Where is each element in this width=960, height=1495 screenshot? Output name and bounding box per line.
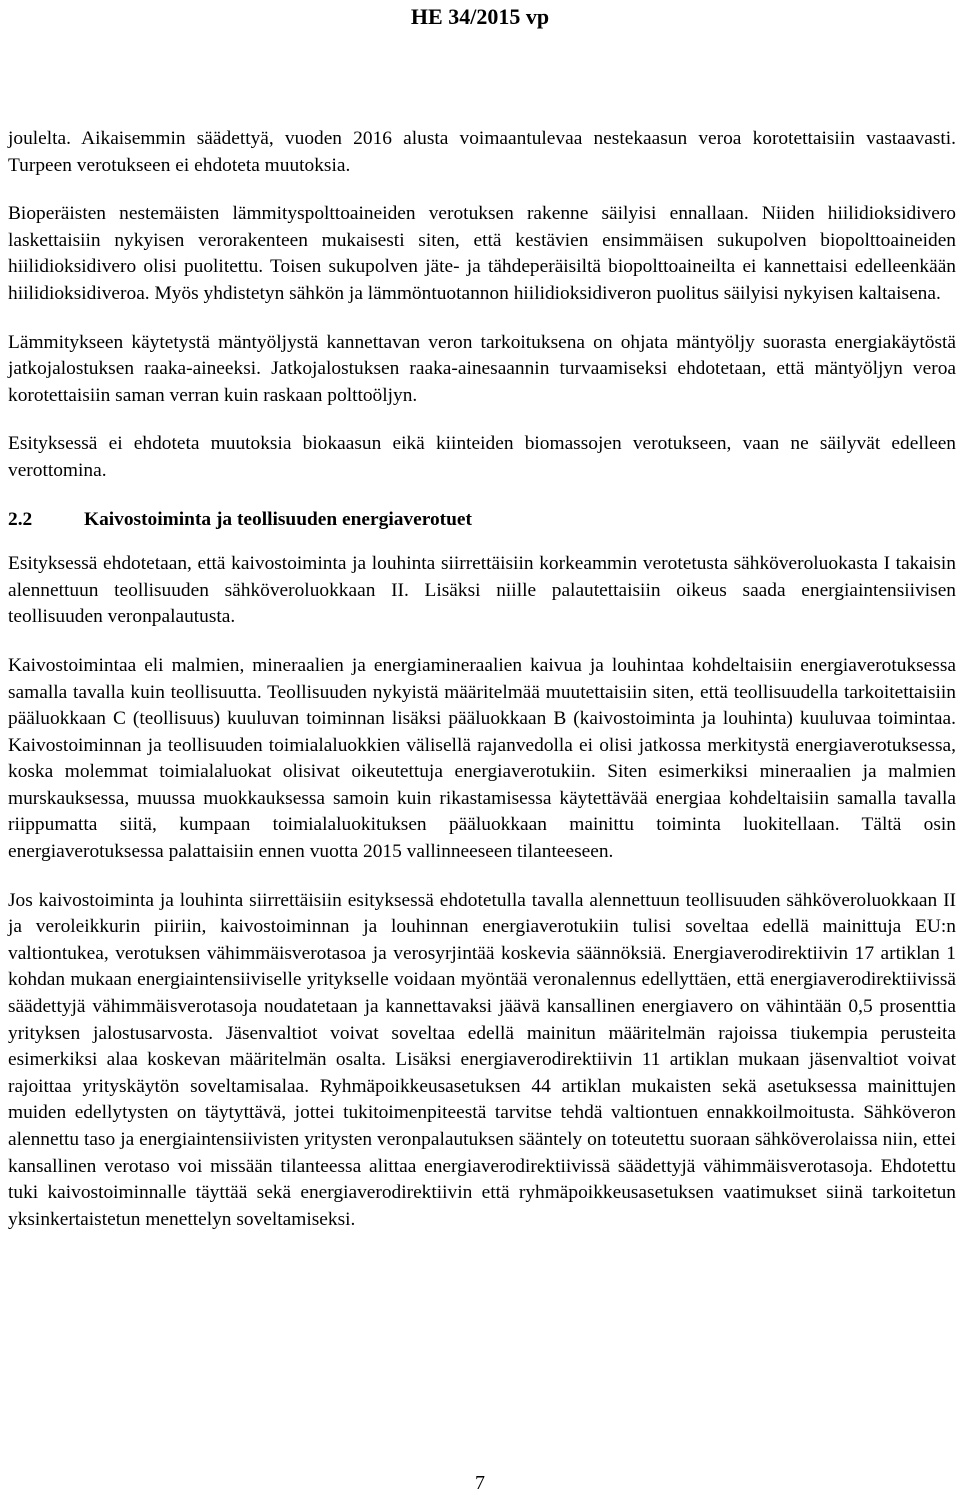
paragraph-ehdotus: Esityksessä ehdotetaan, että kaivostoiminta ja louhinta siirrettäisiin korkeammin verotetusta sähköveroluokasta I takaisin alennettuun teollisuuden sähköveroluokkaan II. Lisäksi niille palautettaisiin oikeus saada energiaintensiivisen teollisuuden veronpalautusta. (8, 553, 956, 628)
section-heading (8, 507, 956, 534)
paragraph-bioperaiset: Bioperäisten nestemäisten lämmityspolttoaineiden verotuksen rakenne säilyisi ennallaan. Niiden hiilidioksidivero laskettaisiin nykyisen verorakenteen mukaisesti siten, että kestävien ensimmäisen sukupolven biopolttoaineiden hiilidioksidivero olisi puolitettu. Toisen sukupolven jäte- ja tähdeperäisiltä biopolttoaineilta ei kannettaisi edelleenkään hiilidioksidiveroa. Myös yhdistetyn sähkön ja lämmöntuotannon hiilidioksidiveron puolitus säilyisi nykyisen kaltaisena. (8, 203, 956, 304)
paragraph-continuation: joulelta. Aikaisemmin säädettyä, vuoden 2016 alusta voimaantulevaa nestekaasun veroa korotettaisiin vastaavasti. Turpeen verotukseen ei ehdoteta muutoksia. (8, 128, 956, 176)
document-header: HE 34/2015 vp (410, 4, 550, 29)
document-body (8, 126, 956, 1255)
section-title: Kaivostoiminta ja teollisuuden energiaverotuet (84, 508, 472, 530)
paragraph-eu-saannokset: Jos kaivostoiminta ja louhinta siirrettäisiin esityksessä ehdotetulla tavalla alennettuun teollisuuden sähköveroluokkaan II ja veroleikkurin piiriin, kaivostoiminnan ja louhinnan energiaverotukiin tulisi soveltaa edellä mainittuja EU:n valtiontukea, verotuksen vähimmäisverotasoa ja verosyrjintää koskevia säännöksiä. Energiaverodirektiivin 17 artiklan 1 kohdan mukaan energiaintensiiviselle yritykselle voidaan myöntää veronalennus edellyttäen, että energiaverodirektiivissä säädettyjä vähimmäisverotasoja noudatetaan ja kannettavaksi jäävä kansallinen energiavero on vähintään 0,5 prosenttia yrityksen jalostusarvosta. Jäsenvaltiot voivat soveltaa edellä mainitun määritelmän rajoissa tiukempia perusteita esimerkiksi alaa koskevan määritelmän osalta. Lisäksi energiaverodirektiivin 11 artiklan mukaan jäsenvaltiot voivat rajoittaa yrityskäytön soveltamisalaa. Ryhmäpoikkeusasetuksen 44 artiklan mukaisten sekä asetuksessa mainittujen muiden edellytysten on täytyttävä, jottei tukitoimenpiteestä tarvitse tehdä valtiontuen ennakkoilmoitusta. Sähköveron alennettu taso ja energiaintensiivisten yritysten veronpalautuksen sääntely on toteutettu suoraan sähköverolaissa niin, ettei kansallinen verotaso voi missään tilanteessa alittaa energiaverodirektiivissä säädettyjä vähimmäisverotasoja. Ehdotettu tuki kaivostoiminnalle täyttää sekä energiaverodirektiivin että ryhmäpoikkeusasetuksen vaatimukset siinä tarkoitetun yksinkertaistetun menettelyn soveltamiseksi. (8, 889, 956, 1230)
page-number: 7 (475, 1472, 485, 1494)
section-number: 2.2 (8, 508, 33, 530)
paragraph-kaivostoiminta: Kaivostoimintaa eli malmien, mineraalien ja energiamineraalien kaivua ja louhintaa kohdeltaisiin energiaverotuksessa samalla tavalla kuin teollisuutta. Teollisuuden nykyistä määritelmää muutettaisiin siten, että teollisuudella tarkoitettaisiin pääluokkaan C (teollisuus) kuuluvan toiminnan lisäksi pääluokkaan B (kaivostoiminta ja louhinta) kuuluvaa toimintaa. Kaivostoiminnan ja teollisuuden toimialaluokkien välisellä rajanvedolla ei olisi jatkossa merkitystä energiaverotuksessa, koska molemmat toimialaluokat olisivat oikeutettuja energiaverotukiin. Siten esimerkiksi mineraalien ja malmien murskauksessa, muussa muokkauksessa samoin kuin rikastamisessa käytettävää energiaa kohdeltaisiin samalla tavalla riippumatta siitä, kumpaan toimialaluokituksen pääluokkaan mainittu toiminta luokitellaan. Tältä osin energiaverotuksessa palattaisiin ennen vuotta 2015 vallinneeseen tilanteeseen. (8, 654, 956, 863)
paragraph-mantyoljy: Lämmitykseen käytetystä mäntyöljystä kannettavan veron tarkoituksena on ohjata mäntyöljy suorasta energiakäytöstä jatkojalostuksen raaka-aineeksi. Jatkojalostuksen raaka-ainesaannin turvaamiseksi ehdotetaan, että mäntyöljyn veroa korotettaisiin saman verran kuin raskaan polttoöljyn. (8, 331, 956, 406)
paragraph-biokaasu: Esityksessä ei ehdoteta muutoksia biokaasun eikä kiinteiden biomassojen verotukseen, vaan ne säilyvät edelleen verottomina. (8, 433, 956, 481)
